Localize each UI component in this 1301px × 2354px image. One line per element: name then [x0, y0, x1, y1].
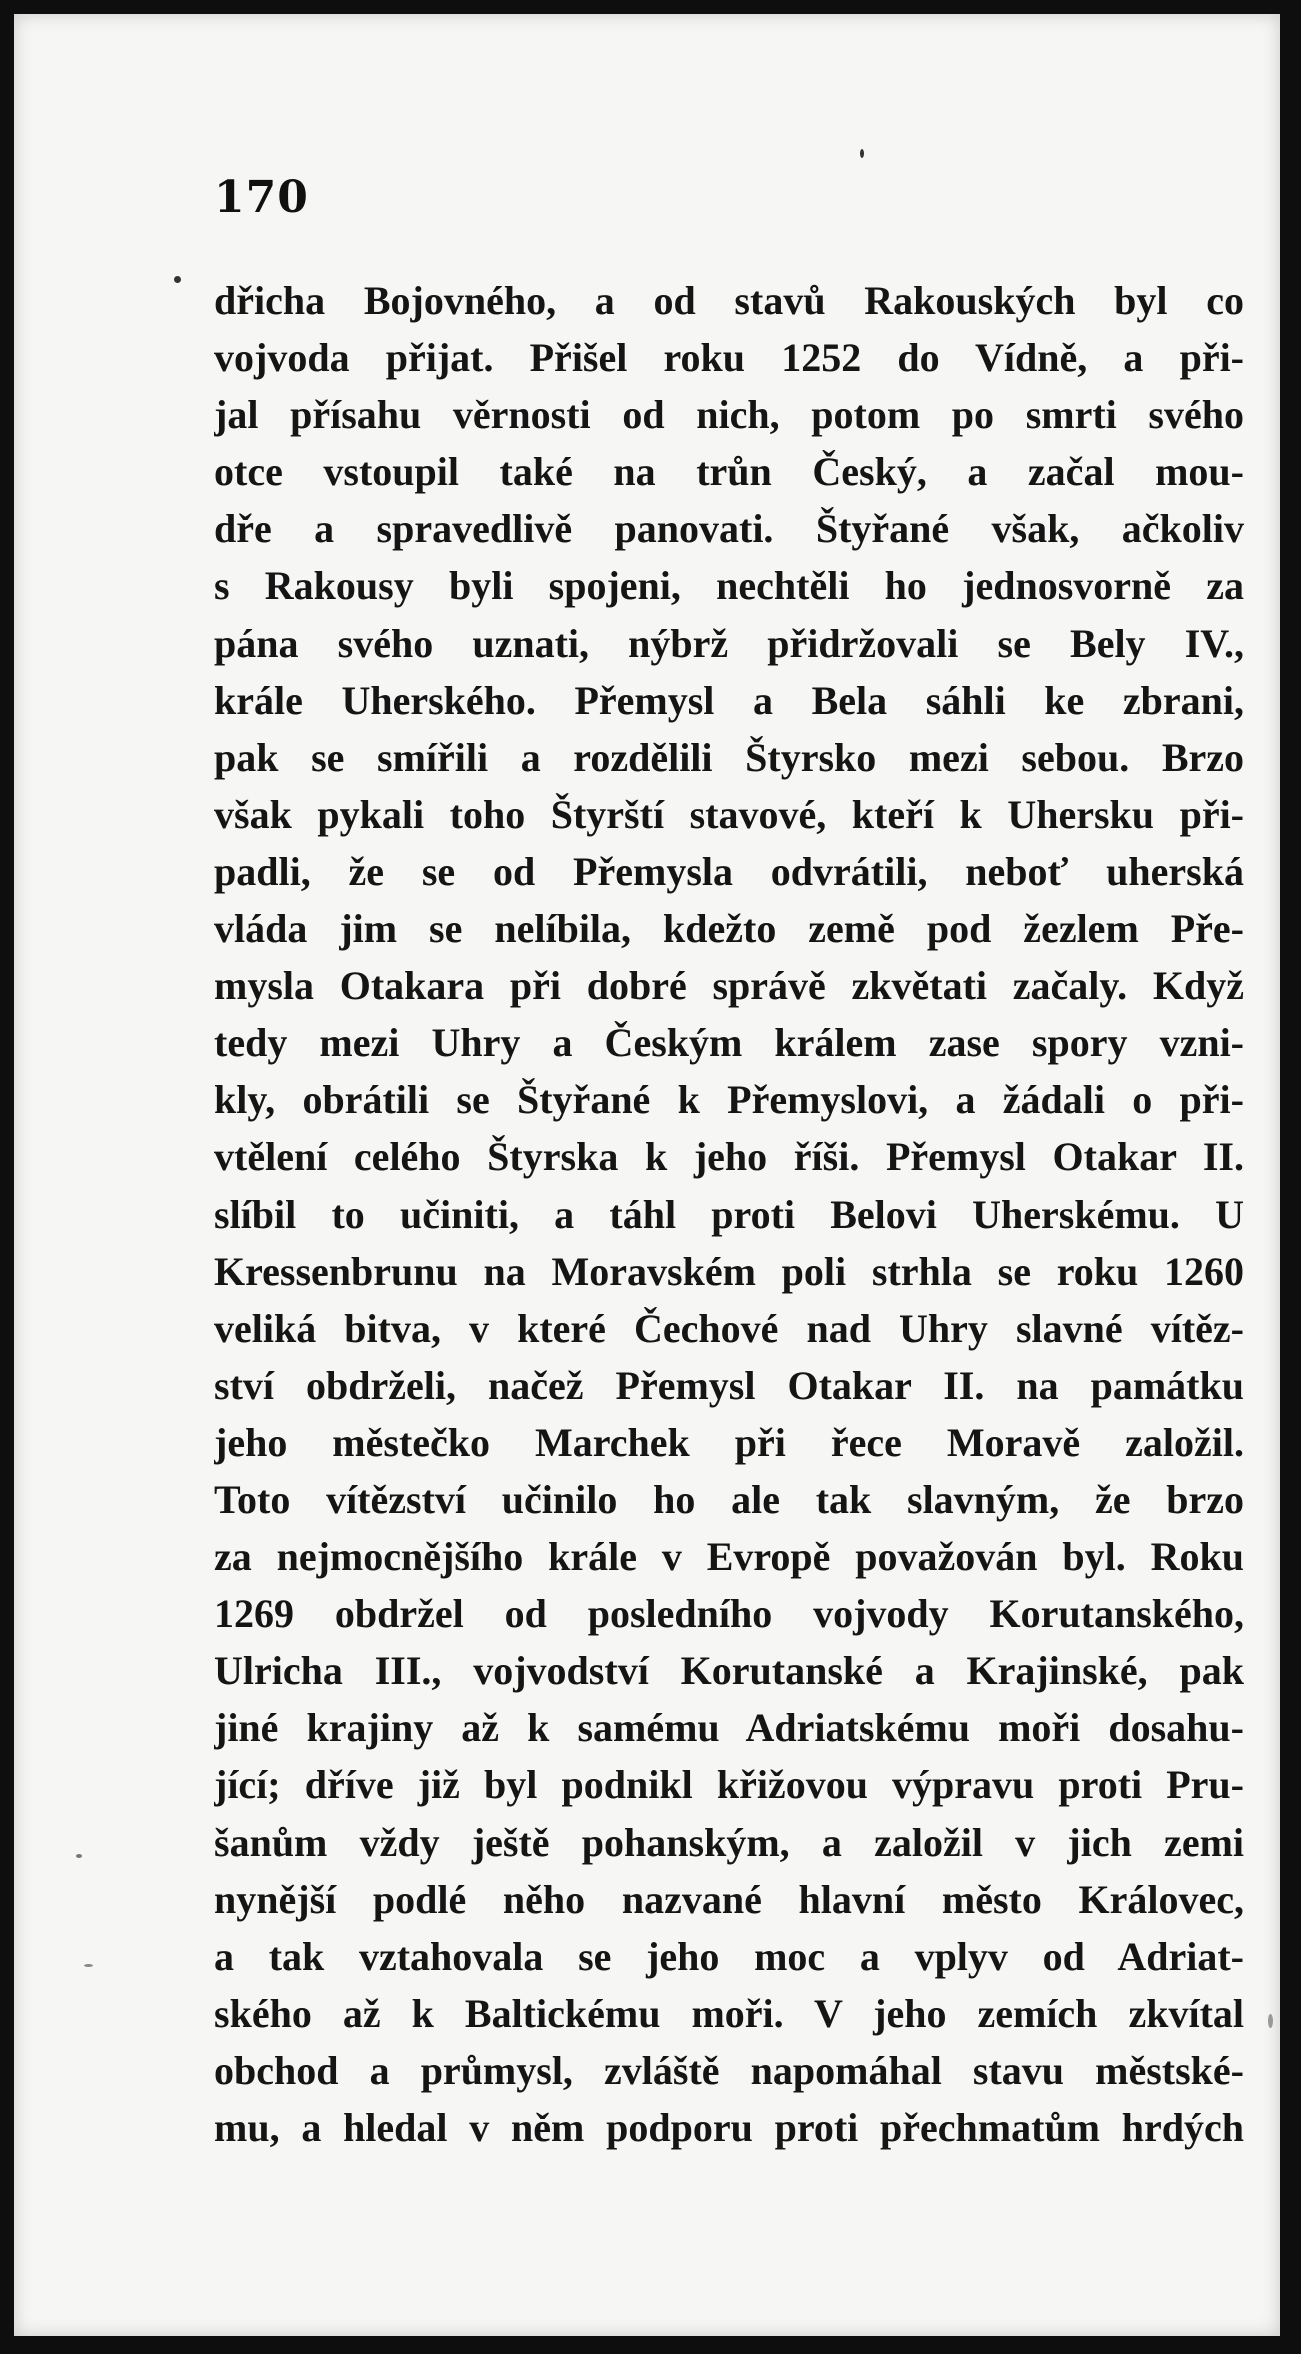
page-number: 170	[214, 172, 309, 223]
text-line: Ulricha III., vojvodství Korutanské a Krajinské, pak	[214, 1648, 1244, 1694]
scan-speck	[1268, 2014, 1273, 2028]
text-line: mu, a hledal v něm podporu proti přechmatům hrdých	[214, 2105, 1244, 2150]
text-line: šanům vždy ještě pohanským, a založil v jich zemi	[214, 1819, 1244, 1865]
book-page	[14, 14, 1280, 2336]
text-line: padli, že se od Přemysla odvrátili, neboť uherská	[214, 848, 1244, 894]
text-line: ského až k Baltickému moři. V jeho zemích zkvítal	[214, 1990, 1244, 2036]
text-line: za nejmocnějšího krále v Evropě považován byl. Roku	[214, 1534, 1244, 1580]
text-line: ství obdrželi, načež Přemysl Otakar II. na památku	[214, 1362, 1244, 1408]
scan-speck	[174, 276, 181, 283]
text-line: jeho městečko Marchek při řece Moravě založil.	[214, 1419, 1244, 1465]
text-line: jiné krajiny až k samému Adriatskému moři dosahu-	[214, 1705, 1244, 1751]
text-line: Kressenbrunu na Moravském poli strhla se roku 1260	[214, 1248, 1244, 1294]
text-line: jal přísahu věrnosti od nich, potom po smrti svého	[214, 392, 1244, 438]
text-line: krále Uherského. Přemysl a Bela sáhli ke zbrani,	[214, 677, 1244, 723]
text-line: vláda jim se nelíbila, kdežto země pod žezlem Pře-	[214, 906, 1244, 952]
text-line: vojvoda přijat. Přišel roku 1252 do Vídně, a při-	[214, 335, 1244, 381]
text-line: a tak vztahovala se jeho moc a vplyv od Adriat-	[214, 1933, 1244, 1979]
text-line: otce vstoupil také na trůn Český, a začal mou-	[214, 449, 1244, 495]
scan-speck	[84, 1964, 93, 1967]
text-line: pak se smířili a rozdělili Štyrsko mezi sebou. Brzo	[214, 734, 1244, 780]
text-line: 1269 obdržel od posledního vojvody Korutanského,	[214, 1591, 1244, 1637]
scan-speck	[860, 149, 864, 158]
text-line: pána svého uznati, nýbrž přidržovali se Bely IV.,	[214, 620, 1244, 666]
text-line: jící; dříve již byl podnikl křižovou výpravu proti Pru-	[214, 1762, 1244, 1808]
text-line: Toto vítězství učinilo ho ale tak slavným, že brzo	[214, 1476, 1244, 1522]
text-line: veliká bitva, v které Čechové nad Uhry slavné vítěz-	[214, 1305, 1244, 1351]
text-line: nynější podlé něho nazvané hlavní město Královec,	[214, 1876, 1244, 1922]
text-line: tedy mezi Uhry a Českým králem zase spory vzni-	[214, 1020, 1244, 1066]
text-line: kly, obrátili se Štyřané k Přemyslovi, a žádali o při-	[214, 1077, 1244, 1123]
text-line: dřicha Bojovného, a od stavů Rakouských byl co	[214, 278, 1244, 323]
body-text	[214, 272, 1244, 2156]
text-line: s Rakousy byli spojeni, nechtěli ho jednosvorně za	[214, 563, 1244, 609]
text-line: obchod a průmysl, zvláště napomáhal stavu městské-	[214, 2047, 1244, 2093]
text-line: slíbil to učiniti, a táhl proti Belovi Uherskému. U	[214, 1191, 1244, 1237]
scan-speck	[76, 1854, 82, 1858]
text-line: mysla Otakara při dobré správě zkvětati začaly. Když	[214, 963, 1244, 1009]
text-line: vtělení celého Štyrska k jeho říši. Přemysl Otakar II.	[214, 1134, 1244, 1180]
text-line: však pykali toho Štyrští stavové, kteří k Uhersku při-	[214, 791, 1244, 837]
text-line: dře a spravedlivě panovati. Štyřané však, ačkoliv	[214, 506, 1244, 552]
